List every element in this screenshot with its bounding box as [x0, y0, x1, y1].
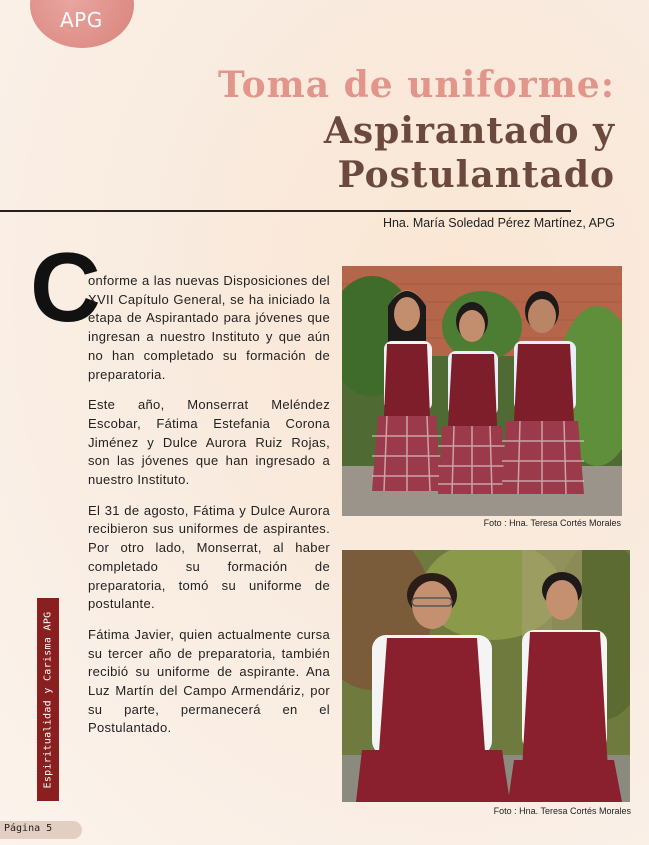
page-number: Página 5: [4, 823, 53, 834]
badge-label: APG: [60, 8, 103, 32]
photo-three-aspirants: [342, 266, 622, 516]
paragraph-2: Este año, Monserrat Meléndez Escobar, Fátima Estefania Corona Jiménez y Dulce Aurora Ruiz Rojas, son las jóvenes que han ingresado a nuestro Instituto.: [88, 397, 330, 488]
title-line-2: Aspirantado y: [323, 110, 615, 152]
title-line-3: Postulantado: [337, 154, 615, 196]
paragraph-1: onforme a las nuevas Disposiciones del XVII Capítulo General, se ha iniciado la etapa de Aspirantado para jóvenes que ingresan a nuestro Instituto y que aún no han completado su formación de preparatoria.: [88, 273, 330, 382]
paragraph-4: Fátima Javier, quien actualmente cursa su tercer año de preparatoria, también recibió su uniforme de aspirante. Ana Luz Martín del Campo Armendáriz, por su parte, permanecerá en el Postulantado.: [88, 626, 330, 736]
section-label: Espiritualidad y Carisma APG: [42, 611, 54, 789]
photo-two-postulants: [342, 550, 630, 802]
paragraph-3: El 31 de agosto, Fátima y Dulce Aurora recibieron sus uniformes de aspirantes. Por otro lado, Monserrat, al haber completado su formación de preparatoria, tomó su uniforme de postulante.: [88, 502, 330, 612]
drop-cap: C: [30, 232, 101, 342]
article-body: [88, 272, 330, 750]
photo-caption-2: Foto : Hna. Teresa Cortés Morales: [493, 806, 631, 816]
byline: Hna. María Soledad Pérez Martínez, APG: [382, 216, 615, 230]
photo-caption-1: Foto : Hna. Teresa Cortés Morales: [483, 518, 621, 528]
title-line-1: Toma de uniforme:: [217, 64, 615, 106]
header-rule: [0, 210, 571, 212]
